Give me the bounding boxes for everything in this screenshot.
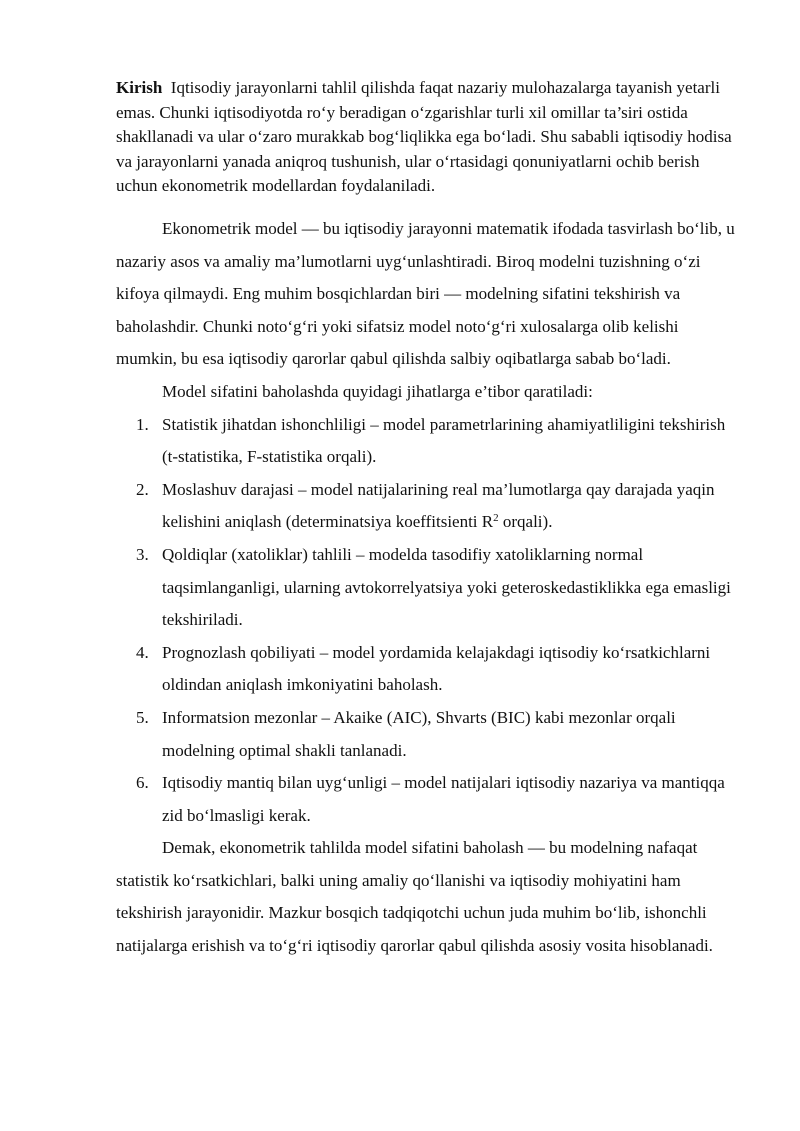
intro-heading: Kirish [116,78,163,97]
list-item-text: Qoldiqlar (xatoliklar) tahlili – modelda tasodifiy xatoliklarning normal taqsimlanganligi, ularning avtokorrelyatsiya yoki geteroskedastiklikka ega emasligi tekshiriladi. [162,544,731,630]
list-item-number: 2. [136,479,149,499]
intro-text: Iqtisodiy jarayonlarni tahlil qilishda faqat nazariy mulohazalarga tayanish yetarli emas. Chunki iqtisodiyotda ro‘y beradigan o‘zgarishlar turli xil omillar ta’siri ostida shakllanadi va ular o‘zaro murakkab bog‘liqlikka ega bo‘ladi. Shu sababli iqtisodiy hodisa va jarayonlarni yanada aniqroq tushunish, ular o‘rtasidagi qonuniyatlarni ochib berish uchun ekonometrik modellardan foydalaniladi. [116,78,732,196]
list-item-text: Prognozlash qobiliyati – model yordamida kelajakdagi iqtisodiy ko‘rsatkichlarni oldindan aniqlash imkoniyatini baholash. [162,642,711,695]
list-item [116,637,736,702]
list-item [116,539,736,637]
list-item-text: Statistik jihatdan ishonchliligi – model parametrlarining ahamiyatliligini tekshirish (t-statistika, F-statistika orqali). [162,414,726,467]
list-item [116,767,736,832]
paragraph-conclusion: Demak, ekonometrik tahlilda model sifatini baholash — bu modelning nafaqat statistik ko‘rsatkichlari, balki uning amaliy qo‘llanishi va iqtisodiy mohiyatini ham tekshirish jarayonidir. Mazkur bosqich tadqiqotchi uchun juda muhim bo‘lib, ishonchli natijalarga erishish va to‘g‘ri iqtisodiy qarorlar qabul qilishda asosiy vosita hisoblanadi. [116,838,713,956]
paragraph-criteria-intro: Model sifatini baholashda quyidagi jihatlarga e’tibor qaratiladi: [162,381,593,401]
list-item-text: Iqtisodiy mantiq bilan uyg‘unligi – model natijalari iqtisodiy nazariya va mantiqqa zid bo‘lmasligi kerak. [162,773,725,825]
list-item-text-start: Moslashuv darajasi – model natijalarining real ma’lumotlarga qay darajada yaqin kelishini aniqlash (determinatsiya koeffitsienti R [162,479,715,532]
list-item-number: 5. [136,707,149,727]
list-item-number: 4. [136,642,149,662]
list-item-number: 1. [136,414,149,434]
criteria-list [116,409,736,833]
list-item [116,409,736,474]
list-item-number: 3. [136,544,149,564]
list-item [116,702,736,767]
list-item-number: 6. [136,773,149,793]
list-item-text-end: orqali). [498,512,553,532]
list-item [116,474,736,539]
list-item-text [162,480,714,532]
list-item-text: Informatsion mezonlar – Akaike (AIC), Shvarts (BIC) kabi mezonlar orqali modelning optimal shakli tanlanadi. [162,707,676,760]
intro-paragraph [116,76,736,199]
superscript: 2 [493,512,499,525]
paragraph-model-definition: Ekonometrik model — bu iqtisodiy jarayonni matematik ifodada tasvirlash bo‘lib, u nazariy asos va amaliy ma’lumotlarni uyg‘unlashtiradi. Biroq modelni tuzishning o‘zi kifoya qilmaydi. Eng muhim bosqichlardan biri — modelning sifatini tekshirish va baholashdir. Chunki noto‘g‘ri yoki sifatsiz model noto‘g‘ri xulosalarga olib kelishi mumkin, bu esa iqtisodiy qarorlar qabul qilishda salbiy oqibatlarga sabab bo‘ladi. [116,219,735,369]
document-body [116,213,736,963]
